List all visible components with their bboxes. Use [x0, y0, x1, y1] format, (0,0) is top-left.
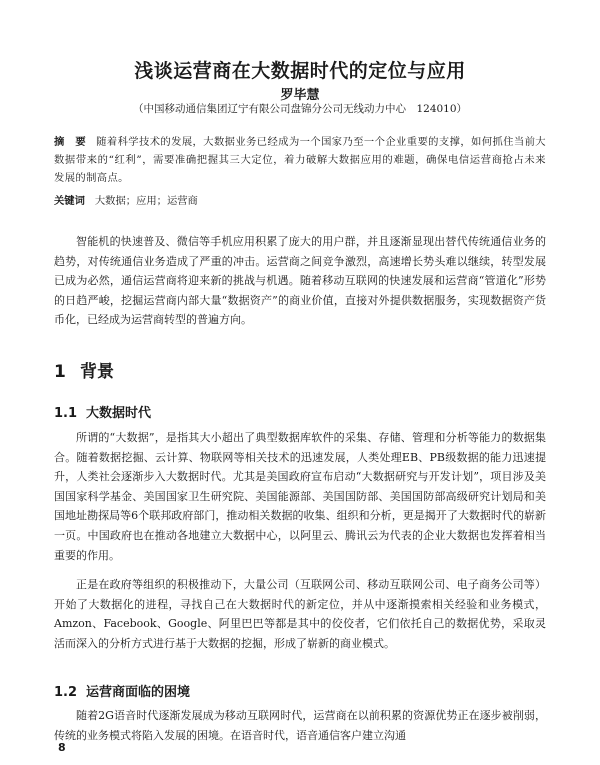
section-heading-1: [54, 357, 114, 382]
author-affiliation: （中国移动通信集团辽宁有限公司盘锦分公司无线动力中心 124010）: [132, 103, 468, 115]
body-paragraph: 随着2G语音时代逐渐发展成为移动互联网时代，运营商在以前积累的资源优势正在逐步被削弱，传统的业务模式将陷入发展的困境。在语音时代，语音通信客户建立沟通: [54, 709, 546, 742]
keywords: [54, 192, 546, 210]
section-title: 背景: [80, 362, 114, 382]
keywords-text: 大数据；应用；运营商: [94, 195, 198, 207]
article-title: 浅谈运营商在大数据时代的定位与应用: [134, 60, 466, 82]
body-paragraph: 所谓的“大数据”，是指其大小超出了典型数据库软件的采集、存储、管理和分析等能力的数据集合。随着数据挖掘、云计算、物联网等相关技术的迅速发展，人类处理EB、PB级数据的能力迅速提升，人类社会逐渐步入大数据时代。尤其是美国政府宣布启动“大数据研究与开发计划”，项目涉及美国国家科学基金、美国国家卫生研究院、美国能源部、美国国防部、美国国防部高级研究计划局和美国地址勘探局等6个联邦政府部门，推动相关数据的收集、组织和分析，更是揭开了大数据时代的崭新一页。中国政府也在推动各地建立大数据中心，以阿里云、腾讯云为代表的企业大数据也发挥着相当重要的作用。: [54, 431, 546, 562]
abstract-label: 摘 要: [54, 136, 87, 148]
subsection-number: 1.2: [54, 685, 78, 700]
body-paragraph: 正是在政府等组织的积极推动下，大量公司（互联网公司、移动互联网公司、电子商务公司等）开始了大数据化的进程，寻找自己在大数据时代的新定位，并从中逐渐摸索相关经验和业务模式，Amzon、Facebook、Google、阿里巴巴等都是其中的佼佼者，它们依托自己的数据优势，采取灵活而深入的分析方式进行基于大数据的挖掘，形成了崭新的商业模式。: [54, 578, 546, 650]
keywords-label: 关键词: [54, 195, 85, 207]
subsection-heading-1-2: [54, 681, 190, 700]
subsection-title: 运营商面临的困境: [86, 685, 191, 700]
section-number: 1: [54, 362, 66, 382]
subsection-number: 1.1: [54, 406, 78, 421]
page-number: 8: [58, 741, 66, 754]
abstract-text: 随着科学技术的发展，大数据业务已经成为一个国家乃至一个企业重要的支撑，如何抓住当前大数据带来的“红利”，需要准确把握其三大定位，着力破解大数据应用的难题，确保电信运营商抢占未来发展的制高点。: [54, 136, 546, 184]
abstract: [54, 133, 546, 187]
article-author: 罗毕慧: [280, 88, 320, 103]
subsection-heading-1-1: [54, 402, 151, 421]
subsection-title: 大数据时代: [86, 406, 152, 421]
intro-paragraph: 智能机的快速普及、微信等手机应用积累了庞大的用户群，并且逐渐显现出替代传统通信业务的趋势，对传统通信业务造成了严重的冲击。运营商之间竞争激烈，高速增长势头难以继续，转型发展已成为必然，通信运营商将迎来新的挑战与机遇。随着移动互联网的快速发展和运营商“管道化”形势的日趋严峻，挖掘运营商内部大量“数据资产”的商业价值，直接对外提供数据服务，实现数据资产货币化，已经成为运营商转型的普遍方向。: [54, 235, 546, 327]
